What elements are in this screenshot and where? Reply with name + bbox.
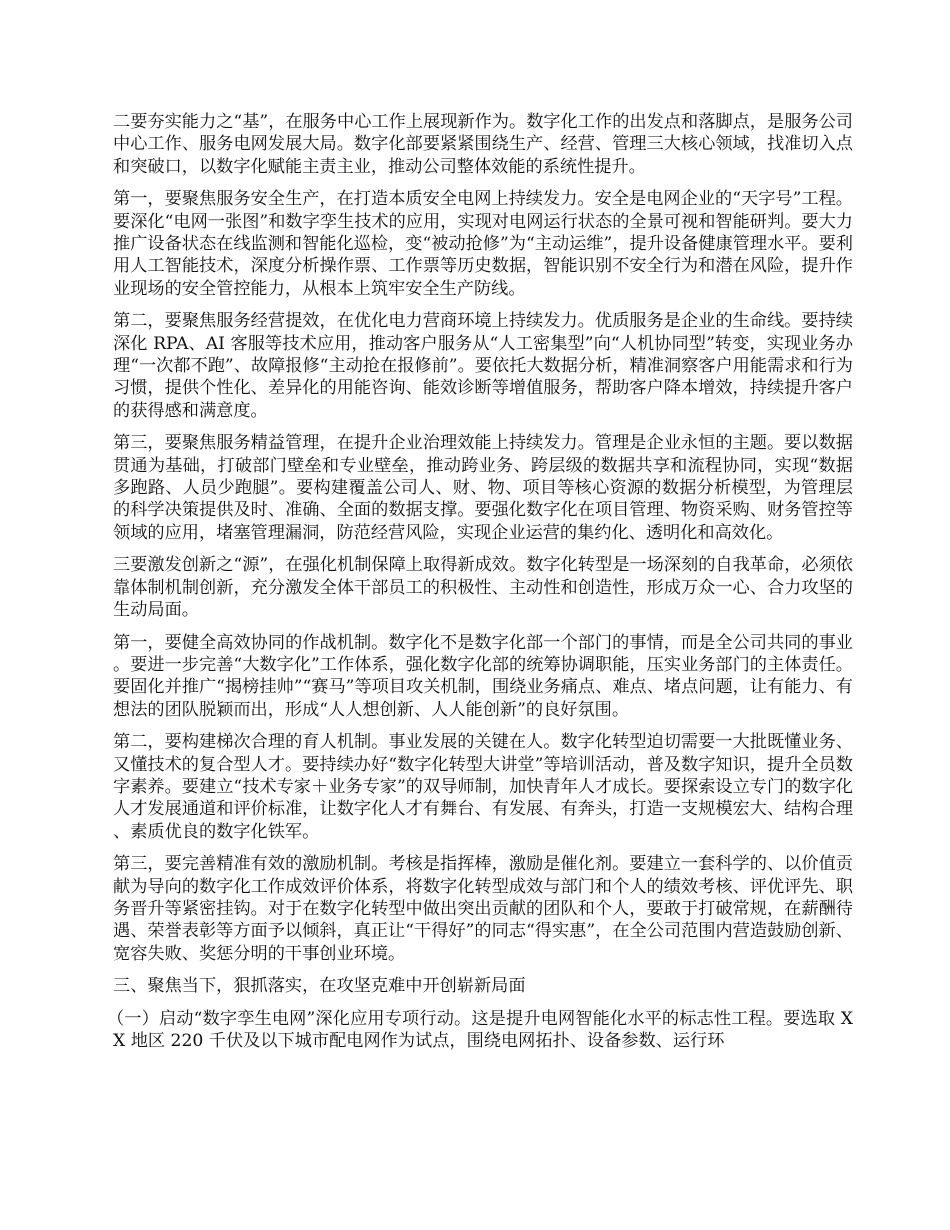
paragraph-capability-foundation: 二要夯实能力之“基”，在服务中心工作上展现新作为。数字化工作的出发点和落脚点，是服务公司中心工作、服务电网发展大局。数字化部要紧紧围绕生产、经营、管理三大核心领域，找准切入点和突破口，以数字化赋能主责主业，推动公司整体效能的系统性提升。 bbox=[113, 112, 853, 177]
paragraph-lean-management: 第三，要聚焦服务精益管理，在提升企业治理效能上持续发力。管理是企业永恒的主题。要以数据贯通为基础，打破部门壁垒和专业壁垒，推动跨业务、跨层级的数据共享和流程协同，实现“数据多跑路、人员少跑腿”。要构建覆盖公司人、财、物、项目等核心资源的数据分析模型，为管理层的科学决策提供及时、准确、全面的数据支撑。要强化数字化在项目管理、物资采购、财务管控等领域的应用，堵塞管理漏洞，防范经营风险，实现企业运营的集约化、透明化和高效化。 bbox=[113, 433, 853, 543]
document-page bbox=[107, 111, 853, 1063]
paragraph-safety-production: 第一，要聚焦服务安全生产，在打造本质安全电网上持续发力。安全是电网企业的“天字号”工程。要深化“电网一张图”和数字孪生技术的应用，实现对电网运行状态的全景可视和智能研判。要大力推广设备状态在线监测和智能化巡检，变“被动抢修”为“主动运维”，提升设备健康管理水平。要利用人工智能技术，深度分析操作票、工作票等历史数据，智能识别不安全行为和潜在风险，提升作业现场的安全管控能力，从根本上筑牢安全生产防线。 bbox=[113, 189, 853, 299]
paragraph-digital-twin-action: （一）启动“数字孪生电网”深化应用专项行动。这是提升电网智能化水平的标志性工程。要选取 XX 地区 220 千伏及以下城市配电网作为试点，围绕电网拓扑、设备参数、运行环 bbox=[107, 1009, 853, 1052]
paragraph-innovation-source: 三要激发创新之“源”，在强化机制保障上取得新成效。数字化转型是一场深刻的自我革命，必须依靠体制机制创新，充分激发全体干部员工的积极性、主动性和创造性，形成万众一心、合力攻坚的生动局面。 bbox=[113, 555, 853, 620]
section-heading: 三、聚焦当下，狠抓落实，在攻坚克难中开创崭新局面 bbox=[113, 976, 526, 997]
paragraph-collaboration-mechanism: 第一，要健全高效协同的作战机制。数字化不是数字化部一个部门的事情，而是全公司共同的事业。要进一步完善“大数字化”工作体系，强化数字化部的统筹协调职能，压实业务部门的主体责任。要固化并推广“揭榜挂帅”“赛马”等项目攻关机制，围绕业务痛点、难点、堵点问题，让有能力、有想法的团队脱颖而出，形成“人人想创新、人人能创新”的良好氛围。 bbox=[113, 632, 853, 720]
paragraph-talent-mechanism: 第二，要构建梯次合理的育人机制。事业发展的关键在人。数字化转型迫切需要一大批既懂业务、又懂技术的复合型人才。要持续办好“数字化转型大讲堂”等培训活动，普及数字知识，提升全员数字素养。要建立“技术专家＋业务专家”的双导师制，加快青年人才成长。要探索设立专门的数字化人才发展通道和评价标准，让数字化人才有舞台、有发展、有奔头，打造一支规模宏大、结构合理、素质优良的数字化铁军。 bbox=[113, 732, 853, 842]
paragraph-business-efficiency: 第二，要聚焦服务经营提效，在优化电力营商环境上持续发力。优质服务是企业的生命线。要持续深化 RPA、AI 客服等技术应用，推动客户服务从“人工密集型”向“人机协同型”转变，实现业务办理“一次都不跑”、故障报修“主动抢在报修前”。要依托大数据分析，精准洞察客户用能需求和行为习惯，提供个性化、差异化的用能咨询、能效诊断等增值服务，帮助客户降本增效，持续提升客户的获得感和满意度。 bbox=[113, 311, 853, 421]
paragraph-incentive-mechanism: 第三，要完善精准有效的激励机制。考核是指挥棒，激励是催化剂。要建立一套科学的、以价值贡献为导向的数字化工作成效评价体系，将数字化转型成效与部门和个人的绩效考核、评优评先、职务晋升等紧密挂钩。对于在数字化转型中做出突出贡献的团队和个人，要敢于打破常规，在薪酬待遇、荣誉表彰等方面予以倾斜，真正让“干得好”的同志“得实惠”，在全公司范围内营造鼓励创新、宽容失败、奖惩分明的干事创业环境。 bbox=[113, 854, 853, 964]
